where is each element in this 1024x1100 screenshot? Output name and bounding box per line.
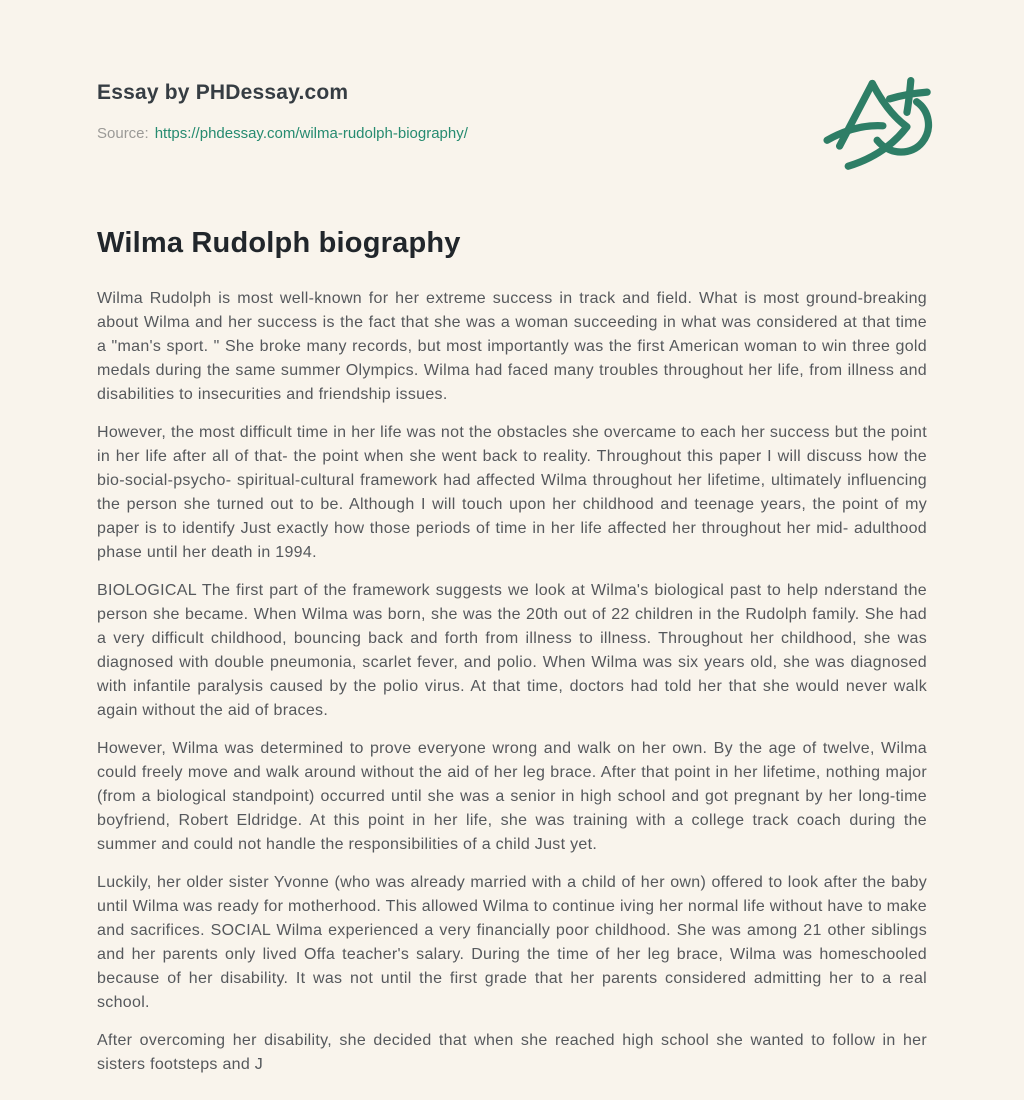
phdessay-a-plus-logo-icon [822,70,938,172]
essay-paragraph: However, Wilma was determined to prove everyone wrong and walk on her own. By the age of twelve, Wilma could freely move and walk around without the aid of her leg brace. After that point in her lifetime, nothing major (from a biological standpoint) occurred until she was a senior in high school and got pregnant by her long-time boyfriend, Robert Eldridge. At this point in her life, she was training with a college track coach during the summer and could not handle the responsibilities of a child Just yet. [97,740,927,853]
source-line [97,125,927,143]
essay-paragraph: However, the most difficult time in her life was not the obstacles she overcame to each her success but the point in her life after all of that- the point when she went back to reality. Throughout this paper I will discuss how the bio-social-psycho- spiritual-cultural framework had affected Wilma throughout her lifetime, ultimately influencing the person she turned out to be. Although I will touch upon her childhood and teenage years, the point of my paper is to identify Just exactly how those periods of time in her life affected her throughout her mid- adulthood phase until her death in 1994. [97,424,927,561]
essay-title: Wilma Rudolph biography [97,227,461,259]
essay-paragraph: Wilma Rudolph is most well-known for her extreme success in track and field. What is most ground-breaking about Wilma and her success is the fact that she was a woman succeeding in what was considered at that time a "man's sport. " She broke many records, but most importantly was the first American woman to win three gold medals during the same summer Olympics. Wilma had faced many troubles throughout her life, from illness and disabilities to insecurities and friendship issues. [97,290,927,403]
essay-content [97,226,927,1077]
essay-paragraph: After overcoming her disability, she decided that when she reached high school she wanted to follow in her sisters footsteps and J [97,1032,927,1073]
essay-paragraph: BIOLOGICAL The first part of the framework suggests we look at Wilma's biological past to help nderstand the person she became. When Wilma was born, she was the 20th out of 22 children in the Rudolph family. She had a very difficult childhood, bouncing back and forth from illness to illness. Throughout her childhood, she was diagnosed with double pneumonia, scarlet fever, and polio. When Wilma was six years old, she was diagnosed with infantile paralysis caused by the polio virus. At that time, doctors had told her that she would never walk again without the aid of braces. [97,582,927,719]
source-url-link[interactable]: https://phdessay.com/wilma-rudolph-biography/ [154,125,468,142]
essay-byline: Essay by PHDessay.com [97,81,349,104]
essay-body [97,287,927,1077]
page-header [97,80,927,143]
essay-paragraph: Luckily, her older sister Yvonne (who was already married with a child of her own) offered to look after the baby until Wilma was ready for motherhood. This allowed Wilma to continue iving her normal life without have to make and sacrifices. SOCIAL Wilma experienced a very financially poor childhood. She was among 21 other siblings and her parents only lived Offa teacher's salary. During the time of her leg brace, Wilma was homeschooled because of her disability. It was not until the first grade that her parents considered admitting her to a real school. [97,874,927,1011]
source-label: Source: [97,125,149,142]
